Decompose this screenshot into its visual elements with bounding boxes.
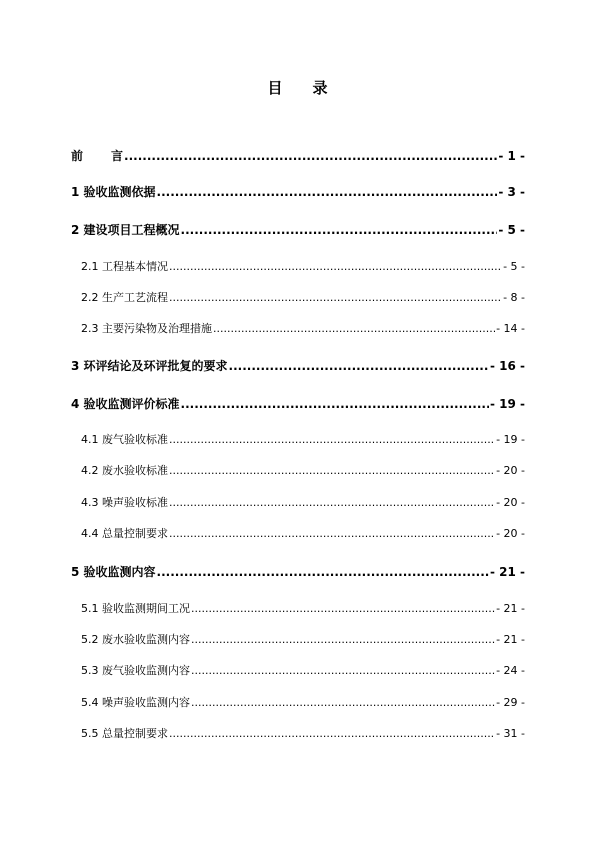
toc-entry-4-2[interactable] — [81, 463, 525, 479]
toc-entry-4-3[interactable] — [81, 495, 525, 511]
toc-entry-label: 5 验收监测内容 — [71, 565, 156, 579]
toc-entry-label: 4.1 废气验收标准 — [81, 433, 168, 446]
toc-entry-2-1[interactable] — [81, 259, 525, 275]
toc-entry-2[interactable] — [71, 222, 525, 238]
toc-entry-page: - 20 - — [496, 496, 525, 509]
toc-entry-page: - 29 - — [496, 696, 525, 709]
toc-entry-label: 2 建设项目工程概况 — [71, 223, 180, 237]
toc-entry-page: - 31 - — [496, 727, 525, 740]
toc-entry-page: - 3 - — [498, 185, 525, 199]
toc-entry-page: - 21 - — [496, 633, 525, 646]
dot-leader — [213, 321, 495, 337]
toc-entry-1[interactable] — [71, 184, 525, 200]
dot-leader — [229, 358, 489, 374]
preface-char-2: 言 — [111, 149, 124, 163]
toc-entry-5-2[interactable] — [81, 632, 525, 648]
dot-leader — [124, 148, 497, 164]
toc-entry-label: 1 验收监测依据 — [71, 185, 156, 199]
dot-leader — [169, 526, 495, 542]
toc-title-char-1: 目 — [267, 79, 283, 97]
dot-leader — [191, 601, 495, 617]
toc-entry-5-3[interactable] — [81, 663, 525, 679]
toc-entry-2-3[interactable] — [81, 321, 525, 337]
toc-title — [0, 77, 595, 98]
toc-entry-label: 5.2 废水验收监测内容 — [81, 633, 190, 646]
toc-entry-label: 3 环评结论及环评批复的要求 — [71, 359, 228, 373]
toc-entry-page: - 20 - — [496, 527, 525, 540]
preface-char-1: 前 — [71, 149, 84, 163]
toc-entry-5-1[interactable] — [81, 601, 525, 617]
toc-entry-preface[interactable] — [71, 148, 525, 164]
toc-entry-label: 5.1 验收监测期间工况 — [81, 602, 190, 615]
toc-entry-page: - 5 - — [498, 223, 525, 237]
dot-leader — [169, 495, 495, 511]
dot-leader — [181, 396, 489, 412]
toc-entry-page: - 24 - — [496, 664, 525, 677]
toc-entry-label: 4.2 废水验收标准 — [81, 464, 168, 477]
toc-entry-page: - 14 - — [496, 322, 525, 335]
toc-entry-label: 5.3 废气验收监测内容 — [81, 664, 190, 677]
dot-leader — [169, 463, 495, 479]
toc-entry-page: - 5 - — [503, 260, 525, 273]
toc-entry-4-4[interactable] — [81, 526, 525, 542]
toc-entry-4[interactable] — [71, 396, 525, 412]
dot-leader — [157, 564, 489, 580]
toc-entry-5-4[interactable] — [81, 695, 525, 711]
toc-entry-label: 2.2 生产工艺流程 — [81, 291, 168, 304]
toc-entry-page: - 16 - — [489, 359, 525, 373]
dot-leader — [169, 259, 502, 275]
dot-leader — [191, 632, 495, 648]
dot-leader — [169, 432, 495, 448]
dot-leader — [191, 695, 495, 711]
toc-entry-5[interactable] — [71, 564, 525, 580]
toc-entry-page: - 21 - — [489, 565, 525, 579]
toc-entry-label: 4.3 噪声验收标准 — [81, 496, 168, 509]
dot-leader — [169, 726, 495, 742]
toc-entry-page: - 1 - — [498, 149, 525, 163]
toc-entry-label: 5.4 噪声验收监测内容 — [81, 696, 190, 709]
toc-entry-label — [71, 148, 123, 164]
toc-entry-label: 4.4 总量控制要求 — [81, 527, 168, 540]
toc-entry-4-1[interactable] — [81, 432, 525, 448]
toc-entry-page: - 8 - — [503, 291, 525, 304]
toc-entry-page: - 19 - — [496, 433, 525, 446]
dot-leader — [191, 663, 495, 679]
toc-entry-label: 5.5 总量控制要求 — [81, 727, 168, 740]
toc-entry-page: - 20 - — [496, 464, 525, 477]
toc-entry-label: 2.3 主要污染物及治理措施 — [81, 322, 212, 335]
dot-leader — [157, 184, 498, 200]
dot-leader — [181, 222, 498, 238]
toc-title-char-2: 录 — [312, 79, 328, 97]
toc-entry-page: - 19 - — [489, 397, 525, 411]
toc-entry-2-2[interactable] — [81, 290, 525, 306]
dot-leader — [169, 290, 502, 306]
toc-entry-page: - 21 - — [496, 602, 525, 615]
toc-entry-label: 2.1 工程基本情况 — [81, 260, 168, 273]
toc-entry-5-5[interactable] — [81, 726, 525, 742]
toc-entry-label: 4 验收监测评价标准 — [71, 397, 180, 411]
toc-entry-3[interactable] — [71, 358, 525, 374]
